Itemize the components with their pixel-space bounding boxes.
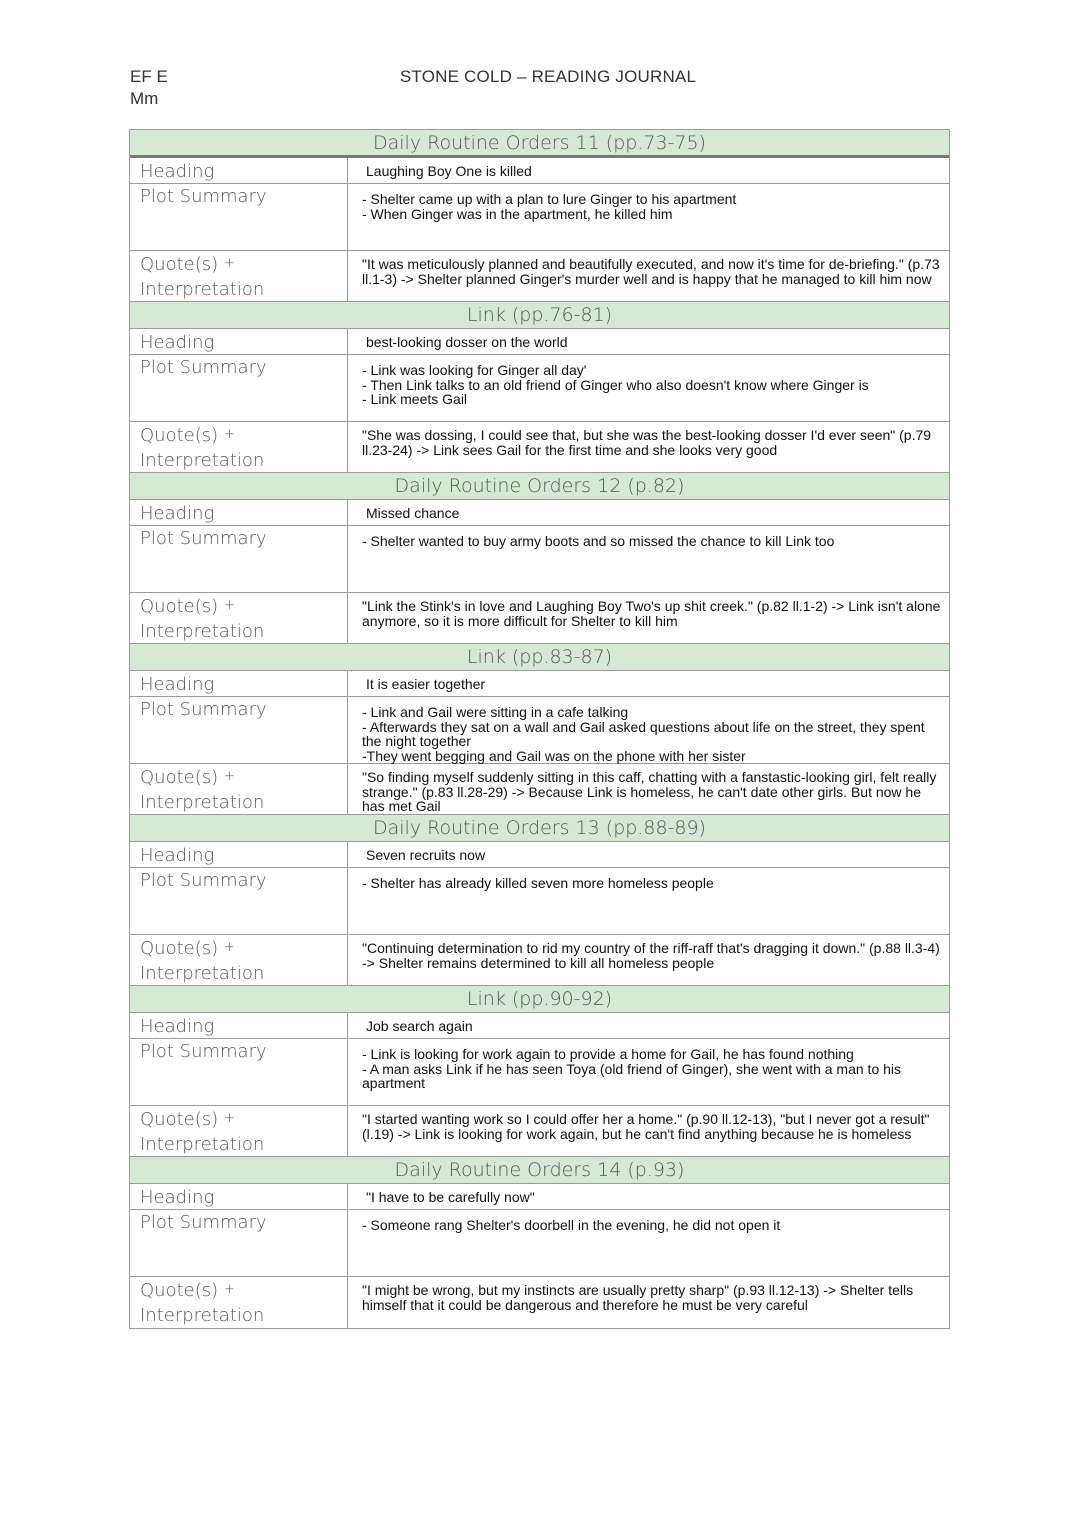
plot-summary-label: Plot Summary: [130, 355, 348, 421]
plot-summary-label: Plot Summary: [130, 697, 348, 763]
plus-sign: +: [223, 940, 235, 955]
heading-row: [130, 329, 949, 355]
interpretation-label: Interpretation: [140, 450, 265, 471]
plot-line: - Shelter wanted to buy army boots and so missed the chance to kill Link too: [362, 533, 835, 549]
quote-text: "It was meticulously planned and beautifully executed, and now it's time for de-briefing." (p.73 ll.1-3) -> Shelter planned Ginger's murder well and is happy that he managed to kill him now: [362, 256, 940, 287]
plus-sign: +: [223, 1282, 235, 1297]
quote-row: [130, 593, 949, 644]
plot-summary-text: [348, 355, 949, 421]
heading-row: [130, 500, 949, 526]
interpretation-label: Interpretation: [140, 621, 265, 642]
quote-label-text: Quote(s): [140, 254, 219, 275]
quote-label: [130, 1277, 348, 1328]
heading-row: [130, 1013, 949, 1039]
plot-line: - Link was looking for Ginger all day': [362, 362, 587, 378]
quote-label: [130, 1106, 348, 1156]
quote-row: [130, 251, 949, 302]
plot-summary-label: Plot Summary: [130, 184, 348, 250]
heading-label: Heading: [130, 842, 348, 867]
quote-label: [130, 251, 348, 301]
quote-text: "Continuing determination to rid my country of the riff-raff that's dragging it down." (p.88 ll.3-4) -> Shelter remains determined to kill all homeless people: [362, 940, 940, 971]
section-title: Daily Routine Orders 11 (pp.73-75): [130, 130, 949, 158]
plot-summary-row: [130, 184, 949, 251]
interpretation-label: Interpretation: [140, 279, 265, 300]
heading-label: Heading: [130, 671, 348, 696]
plot-summary-text: [348, 1039, 949, 1105]
heading-row: [130, 671, 949, 697]
quote-label: [130, 422, 348, 472]
plot-line: -They went begging and Gail was on the phone with her sister: [362, 747, 746, 764]
plot-summary-text: [348, 868, 949, 934]
quote-label-text: Quote(s): [140, 425, 219, 446]
quote-text: "I started wanting work so I could offer her a home." (p.90 ll.12-13), "but I never got a result" (l.19) -> Link is looking for work again, but he can't find anything because he is homeless: [362, 1111, 930, 1142]
plot-summary-text: [348, 697, 949, 763]
heading-label: Heading: [130, 329, 348, 354]
plot-line: - Link meets Gail: [362, 391, 468, 408]
plot-summary-row: [130, 697, 949, 764]
section-title: Link (pp.83-87): [130, 644, 949, 671]
plot-summary-label: Plot Summary: [130, 1039, 348, 1105]
heading-row: [130, 158, 949, 184]
plot-line: - Afterwards they sat on a wall and Gail asked questions about life on the street, they spent the night together: [362, 718, 925, 750]
plot-summary-label: Plot Summary: [130, 868, 348, 934]
subline: Mm: [130, 89, 159, 108]
document-title: STONE COLD – READING JOURNAL: [399, 67, 697, 86]
plot-line: - A man asks Link if he has seen Toya (old friend of Ginger), she went with a man to his apartment: [362, 1060, 902, 1092]
quote-text: "She was dossing, I could see that, but she was the best-looking dosser I'd ever seen" (p.79 ll.23-24) -> Link sees Gail for the first time and she looks very good: [362, 427, 932, 458]
quote-label-text: Quote(s): [140, 1280, 219, 1301]
heading-text: Laughing Boy One is killed: [366, 163, 532, 179]
quote-label-text: Quote(s): [140, 767, 219, 788]
interpretation-label: Interpretation: [140, 963, 265, 984]
heading-text: best-looking dosser on the world: [366, 334, 568, 350]
quote-row: [130, 764, 949, 815]
interpretation-label: Interpretation: [140, 1305, 265, 1326]
quote-row: [130, 1277, 949, 1328]
quote-label-text: Quote(s): [140, 596, 219, 617]
quote-row: [130, 422, 949, 473]
plot-summary-text: [348, 1210, 949, 1276]
quote-label: [130, 935, 348, 985]
plot-line: - When Ginger was in the apartment, he killed him: [362, 205, 673, 222]
plot-summary-row: [130, 526, 949, 593]
reading-journal-table: [129, 129, 950, 1329]
section-title: Link (pp.90-92): [130, 986, 949, 1013]
heading-label: Heading: [130, 1184, 348, 1209]
plus-sign: +: [223, 598, 235, 613]
heading-label: Heading: [130, 158, 348, 183]
heading-text: Missed chance: [366, 505, 460, 521]
plus-sign: +: [223, 427, 235, 442]
quote-text: "So finding myself suddenly sitting in this caff, chatting with a fanstastic-looking girl, felt really strange." (p.83 ll.28-29) -> Because Link is homeless, he can't date other girls. But now he has met Gail: [362, 769, 937, 815]
section-title: Daily Routine Orders 13 (pp.88-89): [130, 815, 949, 842]
heading-row: [130, 842, 949, 868]
heading-text: "I have to be carefully now": [366, 1189, 535, 1205]
plot-summary-label: Plot Summary: [130, 526, 348, 592]
quote-row: [130, 935, 949, 986]
quote-text: "Link the Stink's in love and Laughing Boy Two's up shit creek." (p.82 ll.1-2) -> Link isn't alone anymore, so it is more difficult for Shelter to kill him: [362, 598, 941, 629]
plot-line: - Shelter came up with a plan to lure Ginger to his apartment: [362, 191, 737, 207]
plot-summary-row: [130, 868, 949, 935]
plus-sign: +: [223, 1111, 235, 1126]
plot-summary-row: [130, 1210, 949, 1277]
plot-line: - Then Link talks to an old friend of Ginger who also doesn't know where Ginger is: [362, 376, 869, 393]
heading-row: [130, 1184, 949, 1210]
plus-sign: +: [223, 769, 235, 784]
interpretation-label: Interpretation: [140, 1134, 265, 1155]
section-title: Daily Routine Orders 14 (p.93): [130, 1157, 949, 1184]
quote-label-text: Quote(s): [140, 1109, 219, 1130]
plot-summary-row: [130, 1039, 949, 1106]
plus-sign: +: [223, 256, 235, 271]
plot-line: - Link is looking for work again to provide a home for Gail, he has found nothing: [362, 1046, 854, 1062]
plot-summary-text: [348, 526, 949, 592]
quote-text: "I might be wrong, but my instincts are usually pretty sharp" (p.93 ll.12-13) -> Shelter tells himself that it could be dangerous and therefore he must be very careful: [362, 1282, 914, 1313]
heading-label: Heading: [130, 1013, 348, 1038]
quote-label: [130, 764, 348, 814]
interpretation-label: Interpretation: [140, 792, 265, 813]
quote-label: [130, 593, 348, 643]
plot-line: - Shelter has already killed seven more homeless people: [362, 875, 714, 891]
heading-text: It is easier together: [366, 676, 486, 692]
section-title: Daily Routine Orders 12 (p.82): [130, 473, 949, 500]
plot-summary-text: [348, 184, 949, 250]
plot-summary-row: [130, 355, 949, 422]
plot-line: - Someone rang Shelter's doorbell in the evening, he did not open it: [362, 1217, 781, 1233]
heading-text: Job search again: [366, 1018, 473, 1034]
initials-line: EF E: [130, 67, 168, 86]
heading-text: Seven recruits now: [366, 847, 486, 863]
quote-label-text: Quote(s): [140, 938, 219, 959]
quote-row: [130, 1106, 949, 1157]
plot-summary-label: Plot Summary: [130, 1210, 348, 1276]
heading-label: Heading: [130, 500, 348, 525]
section-title: Link (pp.76-81): [130, 302, 949, 329]
plot-line: - Link and Gail were sitting in a cafe talking: [362, 704, 629, 720]
